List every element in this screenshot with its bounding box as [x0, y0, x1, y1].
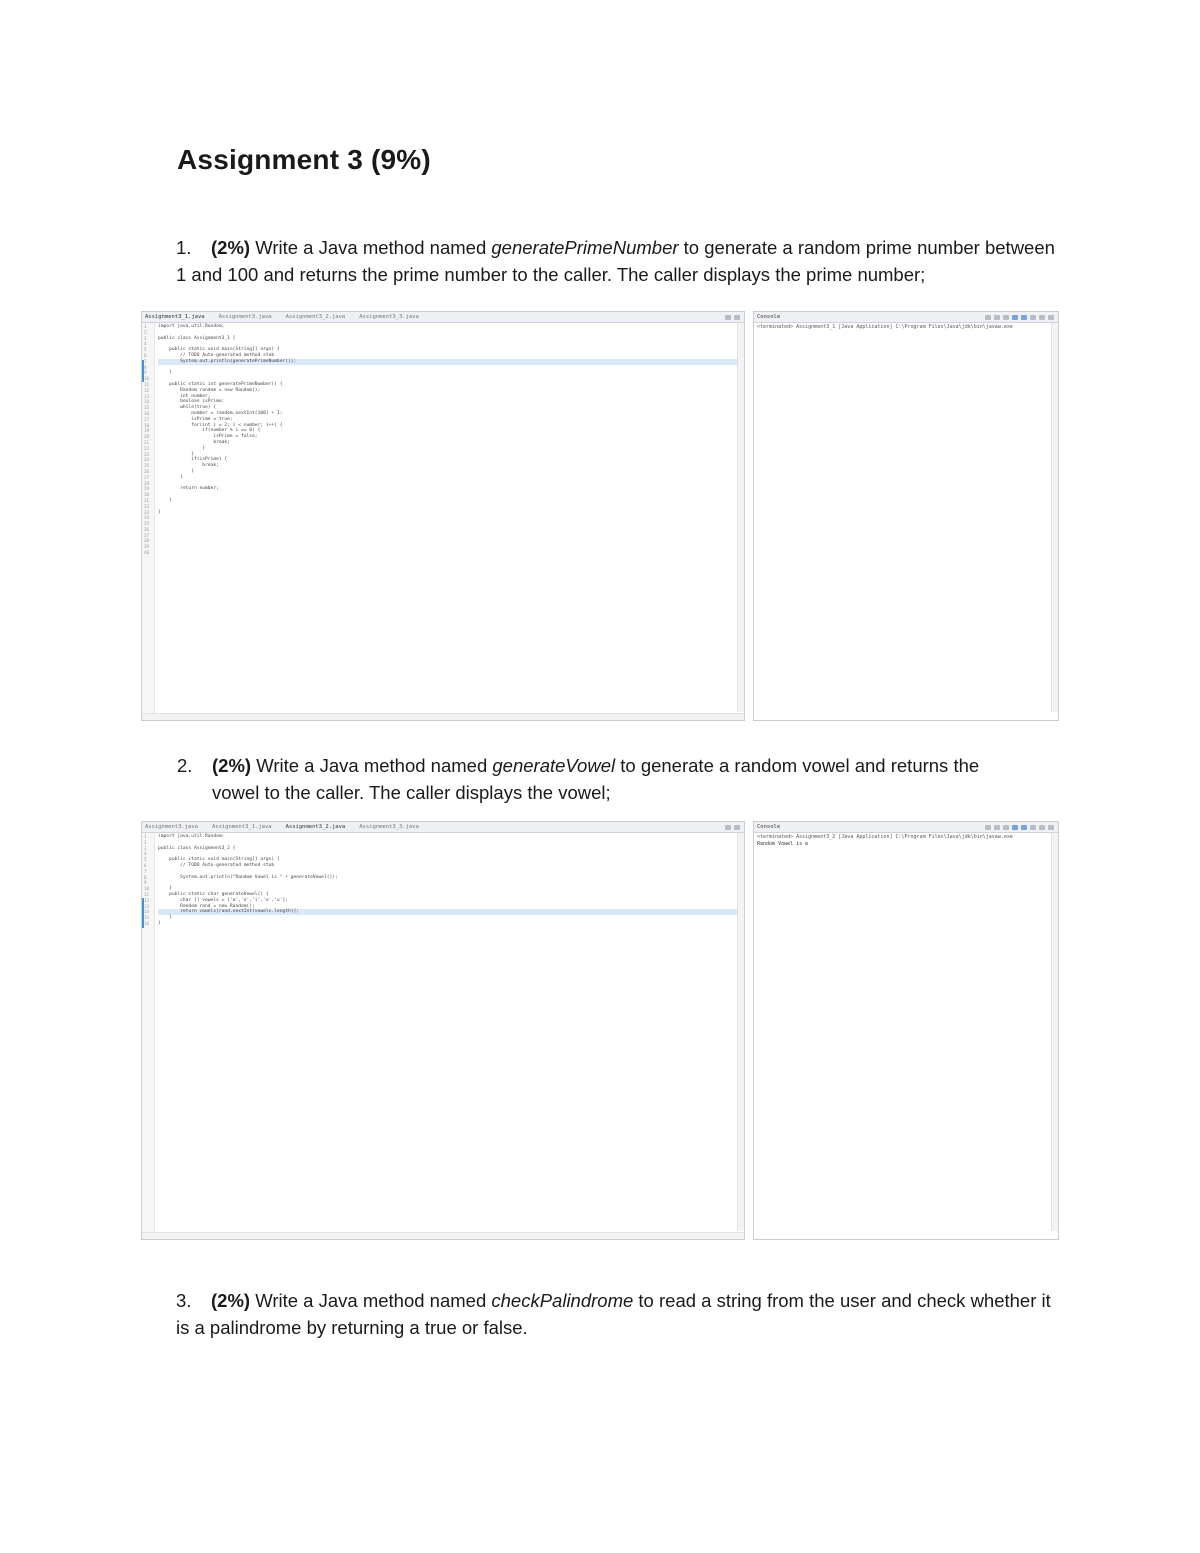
code-line: System.out.println("Random Vowel is " + generateVowel());: [158, 874, 338, 880]
question-number: 3.: [176, 1290, 192, 1311]
question-weight: (2%): [211, 1290, 251, 1311]
code-line: isPrime = true;: [158, 416, 233, 422]
code-line: number = random.nextInt(100) + 1;: [158, 410, 283, 416]
console-launch-path: <terminated> Assignment3_2 [Java Application] C:\Program Files\Java\jdk\bin\javaw.exe: [757, 834, 1013, 840]
remove-launch-icon[interactable]: [994, 315, 1000, 320]
maximize-icon[interactable]: [734, 315, 740, 320]
code-line: System.out.println(generatePrimeNumber());: [158, 359, 738, 365]
vertical-scrollbar[interactable]: [737, 323, 744, 712]
source-code: [158, 834, 738, 927]
code-line: }: [158, 497, 172, 503]
code-line: for(int i = 2; i < number; i++) {: [158, 422, 283, 428]
question-weight: (2%): [211, 237, 251, 258]
code-line: public static void main(String[] args) {: [158, 857, 280, 863]
editor-tab-bar: [142, 822, 744, 833]
remove-launch-icon[interactable]: [994, 825, 1000, 830]
question-text-continuation: vowel to the caller. The caller displays the vowel;: [212, 782, 611, 803]
minimize-icon[interactable]: [1039, 315, 1045, 320]
console-tab[interactable]: Console: [757, 314, 781, 320]
minimize-icon[interactable]: [1039, 825, 1045, 830]
question-number: 2.: [177, 755, 193, 776]
code-line: if(isPrime) {: [158, 457, 228, 463]
question-text-after: to generate a random prime number between 1 and 100 and returns the prime number to the caller. The caller displays the prime number;: [176, 237, 1055, 285]
line-numbers: 1 2 3 4 5 6 7 8 9 10 11 12 13 14 15 16: [144, 834, 150, 926]
vertical-scrollbar[interactable]: [1051, 833, 1058, 1231]
code-line: public static int generatePrimeNumber() {: [158, 381, 283, 387]
code-line: import java.util.Random;: [158, 324, 225, 329]
code-line: // TODO Auto-generated method stub: [158, 862, 275, 868]
code-line: }: [158, 886, 172, 892]
code-line: public static void main(String[] args) {: [158, 347, 280, 353]
horizontal-scrollbar[interactable]: [142, 713, 744, 720]
console-toolbar: [985, 825, 1054, 830]
scroll-lock-icon[interactable]: [1012, 825, 1018, 830]
code-line: while(true) {: [158, 405, 217, 411]
question-text-after: to read a string from the user and check whether it is a palindrome by returning a true or false.: [176, 1290, 1051, 1338]
source-code: [158, 324, 738, 515]
code-line: int number;: [158, 393, 211, 399]
console-tab[interactable]: Console: [757, 824, 781, 830]
code-line: }: [158, 509, 161, 515]
scroll-lock-icon[interactable]: [1012, 315, 1018, 320]
question-number: 1.: [176, 237, 192, 258]
code-line: return vowels[rand.nextInt(vowels.length)];: [158, 909, 738, 915]
code-line: }: [158, 445, 206, 451]
vertical-scrollbar[interactable]: [737, 833, 744, 1231]
console-tab-bar: [754, 312, 1058, 323]
code-editor-panel: [141, 821, 745, 1240]
method-name: generateVowel: [492, 755, 616, 776]
code-line: }: [158, 915, 172, 921]
editor-tab[interactable]: Assignment3_3.java: [359, 824, 419, 830]
code-line: break;: [158, 439, 230, 445]
console-toolbar: [985, 315, 1054, 320]
question-1: [176, 234, 1056, 288]
minimize-icon[interactable]: [725, 315, 731, 320]
maximize-icon[interactable]: [1048, 825, 1054, 830]
console-panel: [753, 821, 1059, 1240]
code-line: public class Assignment3_1 {: [158, 335, 236, 341]
code-line: }: [158, 468, 194, 474]
pin-console-icon[interactable]: [1021, 825, 1027, 830]
code-line: }: [158, 474, 183, 480]
editor-tab[interactable]: Assignment3_2.java: [285, 314, 346, 320]
code-line: if(number % i == 0) {: [158, 428, 261, 434]
code-line: Random random = new Random();: [158, 387, 261, 393]
editor-tab[interactable]: Assignment3_1.java: [145, 314, 205, 320]
code-line: }: [158, 370, 172, 376]
editor-tab[interactable]: Assignment3.java: [218, 314, 272, 320]
code-line: Random rand = new Random();: [158, 903, 255, 909]
code-line: }: [158, 920, 161, 926]
question-text-before: Write a Java method named: [250, 237, 492, 258]
code-line: break;: [158, 463, 219, 469]
question-2: [177, 752, 1057, 806]
code-line: public class Assignment3_2 {: [158, 845, 236, 851]
code-line: char [] vowels = {'a','e','i','o','u'};: [158, 897, 288, 903]
code-line: // TODO Auto-generated method stub: [158, 352, 275, 358]
code-editor-panel: [141, 311, 745, 721]
horizontal-scrollbar[interactable]: [142, 1232, 744, 1239]
question-text-before: Write a Java method named: [250, 1290, 492, 1311]
code-line: return number;: [158, 486, 219, 492]
editor-toolbar: [725, 825, 740, 830]
page-title: Assignment 3 (9%): [177, 144, 431, 175]
clear-console-icon[interactable]: [1003, 825, 1009, 830]
code-line: isPrime = false;: [158, 434, 258, 440]
method-name: checkPalindrome: [491, 1290, 634, 1311]
question-text-after: to generate a random vowel and returns the: [615, 755, 980, 776]
terminate-icon[interactable]: [985, 825, 991, 830]
code-line: public static char generateVowel() {: [158, 891, 269, 897]
maximize-icon[interactable]: [734, 825, 740, 830]
pin-console-icon[interactable]: [1021, 315, 1027, 320]
console-launch-path: <terminated> Assignment3_1 [Java Application] C:\Program Files\Java\jdk\bin\javaw.exe: [757, 324, 1013, 330]
minimize-icon[interactable]: [725, 825, 731, 830]
console-output: Random Vowel is e: [757, 841, 809, 847]
display-console-icon[interactable]: [1030, 825, 1036, 830]
ide-screenshot-2: [141, 821, 1059, 1240]
question-3: [176, 1287, 1056, 1341]
maximize-icon[interactable]: [1048, 315, 1054, 320]
console-panel: [753, 311, 1059, 721]
line-numbers: 1 2 3 4 5 6 7 8 9 10 11 12 13 14 15 16 17 18 19 20 21 22 23 24 25 26 27 28 29 30 31 32 33 34 35 36 37 38 39 40: [144, 324, 150, 556]
editor-tab[interactable]: Assignment3_2.java: [285, 824, 346, 830]
code-line: }: [158, 451, 194, 457]
editor-tab-bar: [142, 312, 744, 323]
vertical-scrollbar[interactable]: [1051, 323, 1058, 712]
code-line: import java.util.Random;: [158, 834, 225, 839]
console-tab-bar: [754, 822, 1058, 833]
ide-screenshot-1: [141, 311, 1059, 721]
question-weight: (2%): [212, 755, 252, 776]
question-text-before: Write a Java method named: [251, 755, 493, 776]
clear-console-icon[interactable]: [1003, 315, 1009, 320]
method-name: generatePrimeNumber: [491, 237, 679, 258]
editor-toolbar: [725, 315, 740, 320]
display-console-icon[interactable]: [1030, 315, 1036, 320]
editor-tab[interactable]: Assignment3_3.java: [359, 314, 419, 320]
terminate-icon[interactable]: [985, 315, 991, 320]
code-line: boolean isPrime;: [158, 399, 225, 405]
editor-tab[interactable]: Assignment3.java: [145, 824, 198, 830]
editor-tab[interactable]: Assignment3_1.java: [211, 824, 272, 830]
